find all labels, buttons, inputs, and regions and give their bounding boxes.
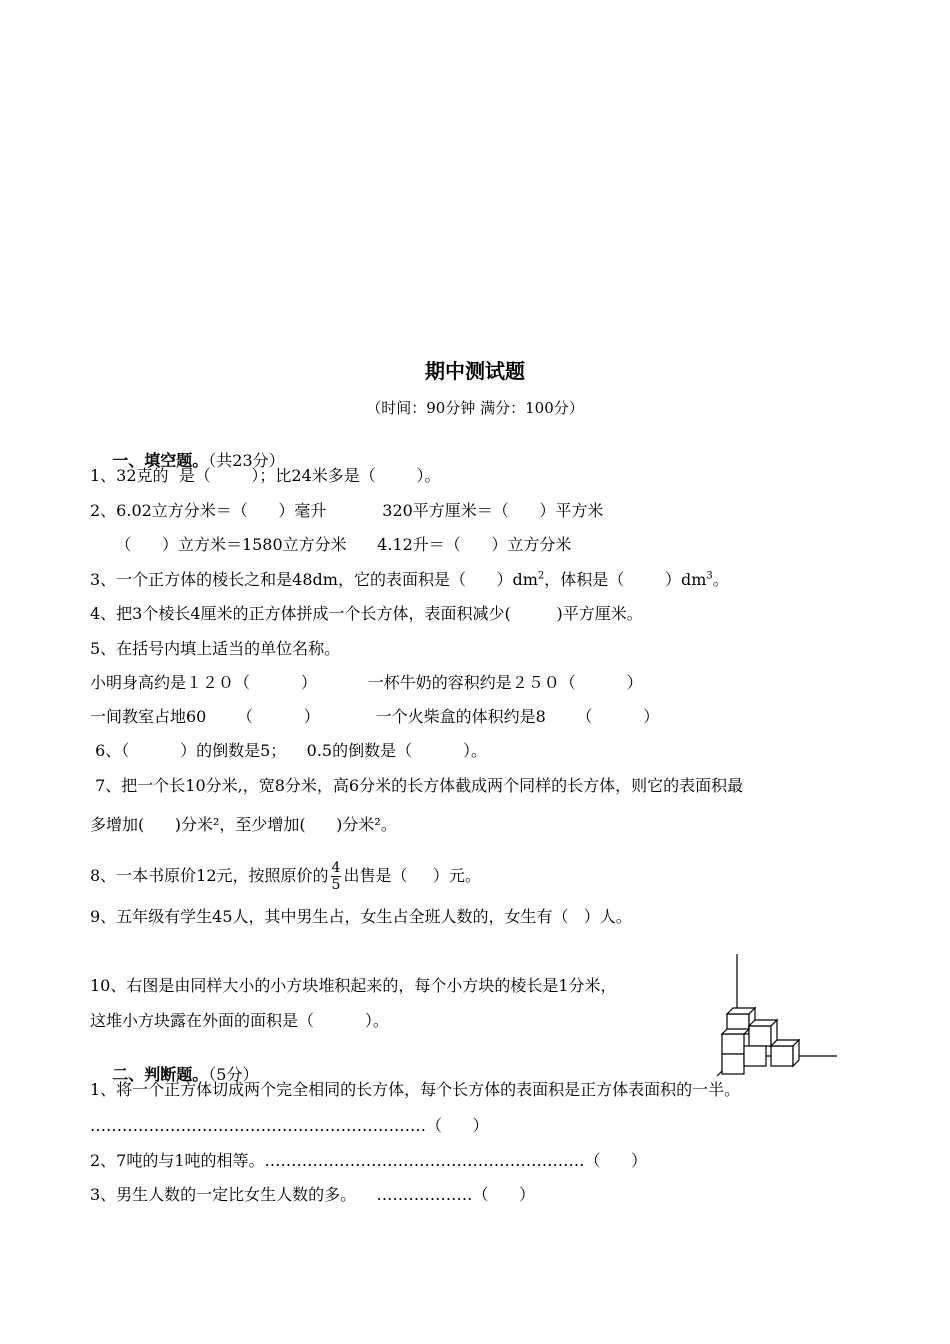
question-10-line-1: 10、右图是由同样大小的小方块堆积起来的，每个小方块的棱长是1分米， [90,976,617,995]
question-10-line-2: 这堆小方块露在外面的面积是（ ）。 [90,1011,389,1030]
section-2-points: （5分） [208,1065,259,1084]
section-2-title: 二、判断题。 [112,1065,209,1084]
cube-stack-figure [715,952,845,1082]
question-4: 4、把3个棱长4厘米的正方体拼成一个长方体，表面积减少( )平方厘米。 [90,604,643,623]
question-3-end: 。 [712,570,729,589]
question-8 [90,860,481,893]
question-2-line-1: 2、6.02立方分米＝（ ）毫升 320平方厘米＝（ ）平方米 [90,501,604,520]
question-7-line-2: 多增加( )分米²，至少增加( )分米²。 [90,815,397,834]
question-3-volume: ，体积是（ ）dm [544,570,707,589]
question-7-line-1: 7、把一个长10分米,，宽8分米，高6分米的长方体截成两个同样的长方体，则它的表面积最 [90,776,744,795]
section-1-points: （共23分） [208,451,285,470]
question-8-text: 8、一本书原价12元，按照原价的 [90,866,329,885]
judgement-3: 3、男生人数的一定比女生人数的多。 ………………（ ） [90,1185,536,1204]
cube [744,1046,766,1066]
page-title: 期中测试题 [425,359,525,383]
cube-superscript: 3 [706,570,713,582]
fraction-numerator: 4 [331,860,341,876]
question-3 [90,570,729,590]
square-superscript: 2 [537,570,545,582]
judgement-2: 2、7吨的与1吨的相等。……………………………………………………（ ） [90,1151,648,1170]
fraction-denominator: 5 [331,877,341,893]
judgement-1-line-2: ………………………………………………………（ ） [90,1116,489,1135]
question-8-end: 出售是（ ）元。 [343,866,481,885]
question-5-row-1: 小明身高约是１２０（ ） 一杯牛奶的容积约是２５０（ ） [90,673,643,692]
question-2-line-2: （ ）立方米＝1580立方分米 4.12升＝（ ）立方分米 [90,535,572,554]
fraction [331,860,342,893]
question-5: 5、在括号内填上适当的单位名称。 [90,639,341,658]
question-9: 9、五年级有学生45人，其中男生占，女生占全班人数的，女生有（ ）人。 [90,907,632,926]
question-1: 1、32克的 是（ ）；比24米多是（ ）。 [90,466,441,485]
question-3-text: 3、一个正方体的棱长之和是48dm，它的表面积是（ ）dm [90,570,538,589]
cube [722,1054,744,1074]
cube [722,1034,744,1054]
question-6: 6、（ ）的倒数是5； 0.5的倒数是（ ）。 [90,741,487,760]
exam-info: （时间：90分钟 满分：100分） [366,399,584,417]
cube [749,1026,771,1046]
cube [771,1046,793,1066]
judgement-1-line-1: 1、将一个正方体切成两个完全相同的长方体，每个长方体的表面积是正方体表面积的一半。 [90,1080,741,1099]
cube-top-face [722,1029,749,1034]
question-5-row-2: 一间教室占地60 （ ） 一个火柴盒的体积约是8 （ ） [90,707,660,726]
section-1-title: 一、填空题。 [112,451,209,470]
